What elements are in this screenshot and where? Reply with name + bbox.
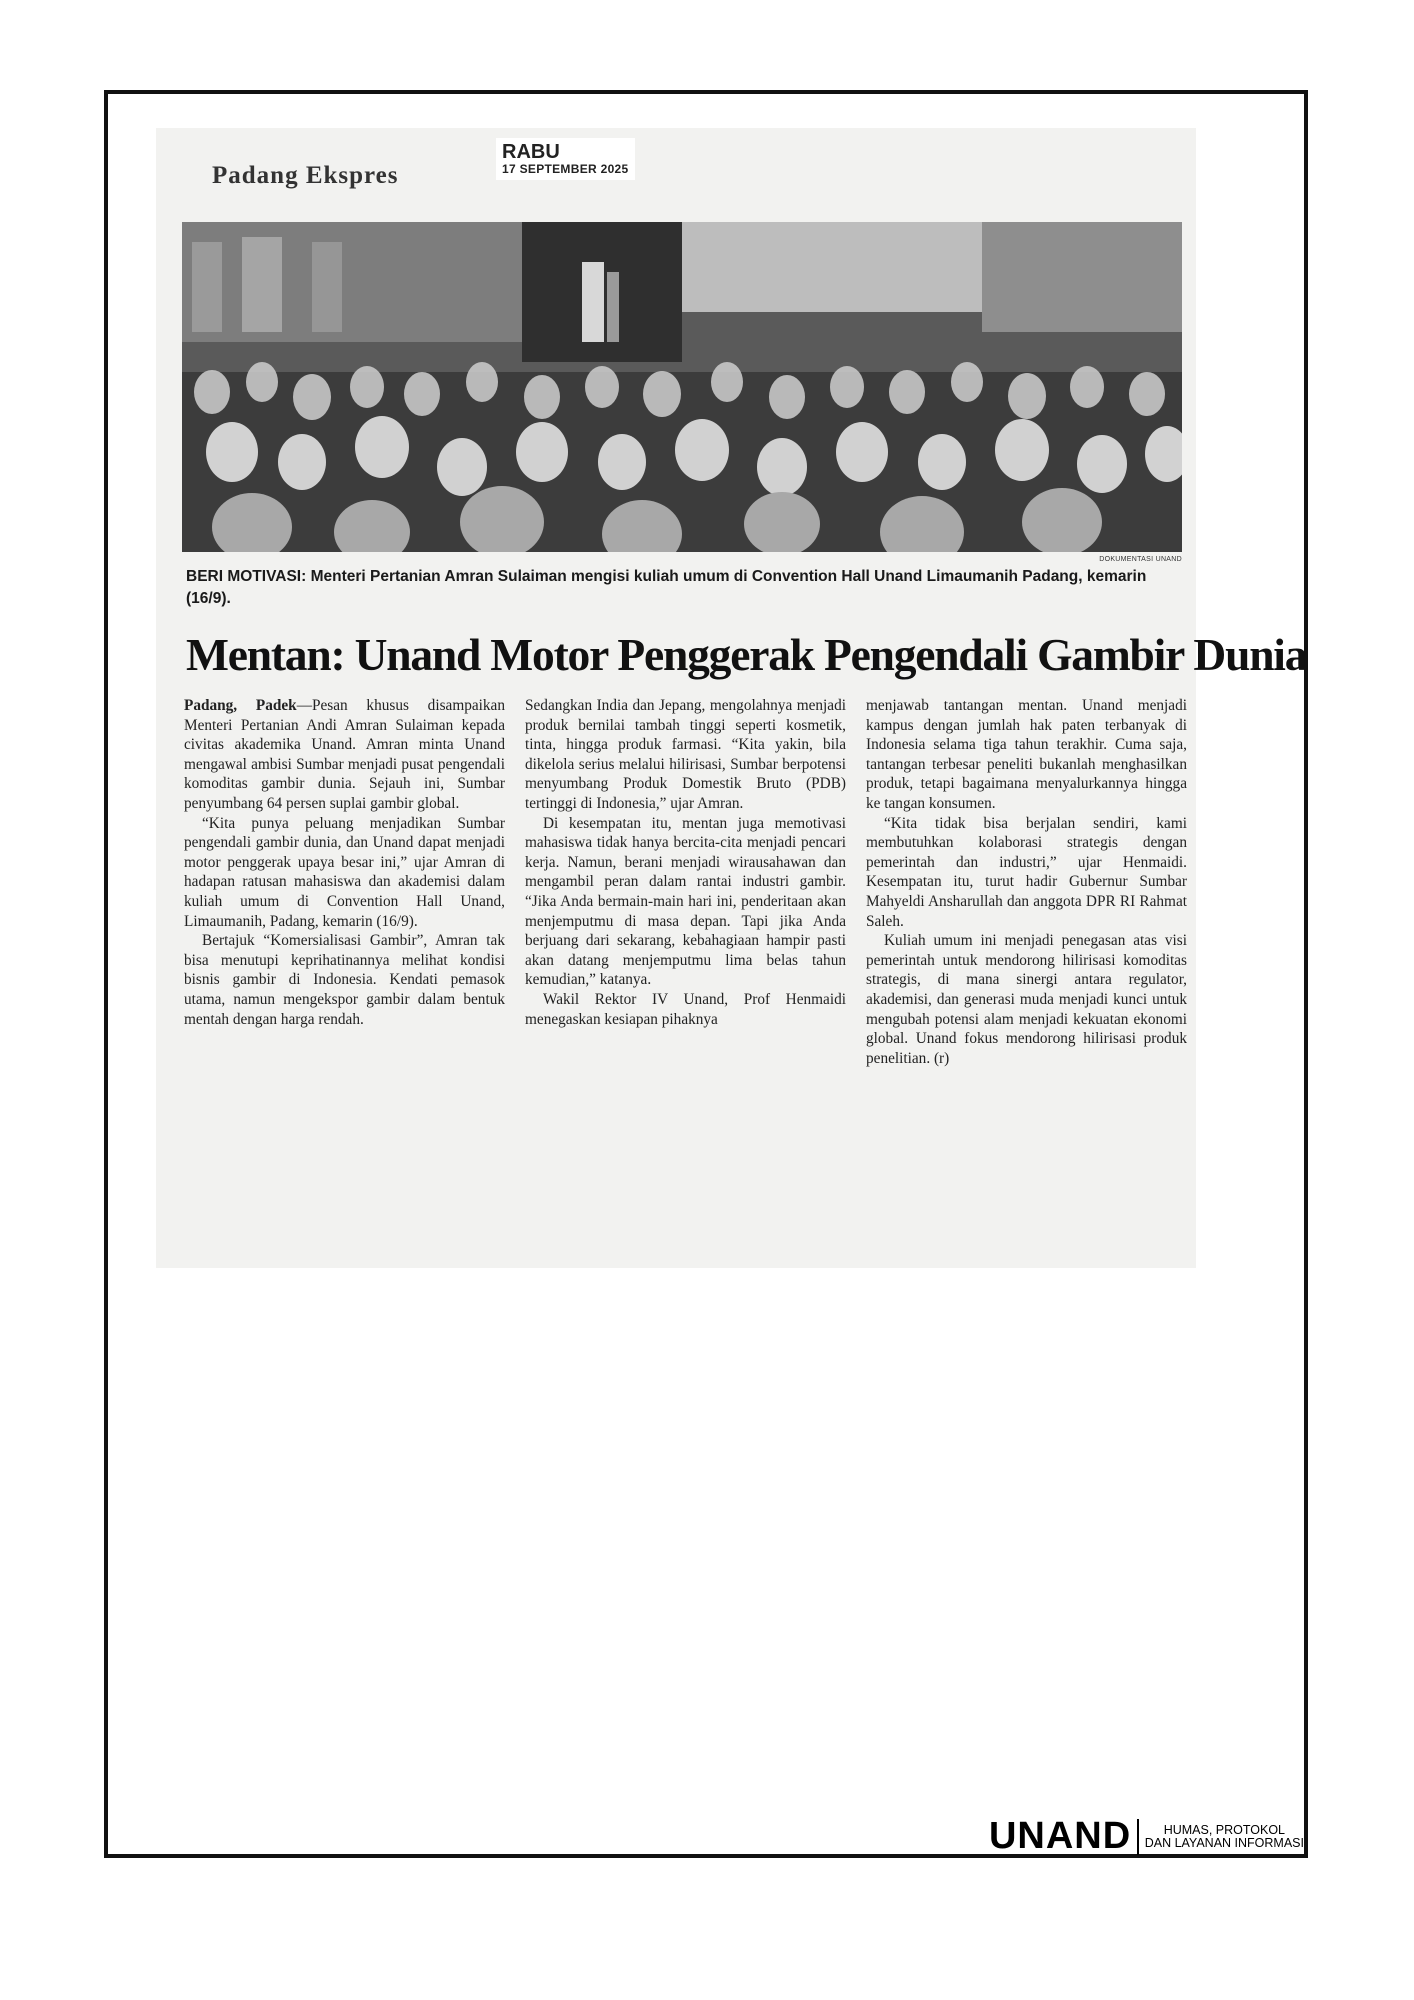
logo-subtitle-line-1: HUMAS, PROTOKOL xyxy=(1163,1822,1286,1837)
article-headline: Mentan: Unand Motor Penggerak Pengendali Gambir Dunia xyxy=(186,629,1307,680)
paragraph: menjawab tantangan mentan. Unand menjadi kampus dengan jumlah hak paten terbanyak di Indonesia selama tiga tahun terakhir. Cuma saja, tantangan terbesar peneliti bukanlah menghasilkan produk, tetapi bagaimana menyalurkannya hingga ke tangan konsumen. xyxy=(866,697,1187,812)
unand-humas-logo xyxy=(989,1815,1304,1858)
dateline: Padang, Padek xyxy=(184,697,297,714)
paragraph: Kuliah umum ini menjadi penegasan atas visi pemerintah untuk mendorong hilirisasi komoditas strategis, di mana sinergi antara regulator, akademisi, dan generasi muda menjadi kunci untuk mengubah potensi alam menjadi kekuatan ekonomi global. Unand fokus mendorong hilirisasi produk penelitian. (r) xyxy=(866,932,1187,1067)
newspaper-clipping xyxy=(156,128,1307,1268)
article-column-3 xyxy=(866,696,1187,1068)
event-photo xyxy=(182,222,1182,552)
date-block xyxy=(496,138,635,180)
logo-wordmark: UNAND xyxy=(988,1815,1132,1857)
caption-label: BERI MOTIVASI: xyxy=(186,568,307,585)
article-body xyxy=(184,696,1190,1068)
caption-text: Menteri Pertanian Amran Sulaiman mengisi kuliah umum di Convention Hall Unand Limaumanih Padang, kemarin (16/9). xyxy=(186,568,1147,607)
paragraph: Sedangkan India dan Jepang, mengolahnya menjadi produk bernilai tambah tinggi seperti kosmetik, tinta, hingga produk farmasi. “Kita yakin, bila dikelola serius melalui hilirisasi, Sumbar berpotensi menyumbang Produk Domestik Bruto (PDB) tertinggi di Indonesia,” ujar Amran. xyxy=(525,697,846,812)
audience-photo-illustration xyxy=(182,222,1182,552)
paragraph: “Kita tidak bisa berjalan sendiri, kami membutuhkan kolaborasi strategis dengan pemerintah dan industri,” ujar Henmaidi. Kesempatan itu, turut hadir Gubernur Sumbar Mahyeldi Ansharullah dan anggota DPR RI Rahmat Saleh. xyxy=(866,814,1187,930)
logo-subtitle xyxy=(1145,1824,1304,1850)
paragraph: Di kesempatan itu, mentan juga memotivasi mahasiswa tidak hanya bercita-cita menjadi pencari kerja. Namun, berani menjadi wirausahawan dan mengambil peran dalam rantai industri gambir. “Jika Anda bermain-main hari ini, penderitaan akan menjemputmu di masa depan. Tapi jika Anda berjuang dari sekarang, kebahagiaan hampir pasti akan datang menjemputmu lima belas tahun kemudian,” katanya. xyxy=(525,814,846,989)
paragraph: Padang, Padek—Pesan khusus disampaikan Menteri Pertanian Andi Amran Sulaiman kepada civitas akademika Unand. Amran minta Unand mengawal ambisi Sumbar menjadi pusat pengendali komoditas gambir dunia. Sejauh ini, Sumbar penyumbang 64 persen suplai gambir global. xyxy=(184,697,505,812)
logo-subtitle-line-2: DAN LAYANAN INFORMASI xyxy=(1144,1835,1304,1850)
photo-credit: DOKUMENTASI UNAND xyxy=(1099,556,1182,563)
newspaper-name: Padang Ekspres xyxy=(212,162,399,189)
paragraph: “Kita punya peluang menjadikan Sumbar pengendali gambir dunia, dan Unand dapat menjadi motor penggerak upaya besar ini,” ujar Amran di hadapan ratusan mahasiswa dan akademisi dalam kuliah umum di Convention Hall Unand, Limaumanih, Padang, kemarin (16/9). xyxy=(184,814,505,930)
paragraph: Wakil Rektor IV Unand, Prof Henmaidi menegaskan kesiapan pihaknya xyxy=(525,990,846,1028)
photo-caption xyxy=(186,566,1186,610)
paragraph: Bertajuk “Komersialisasi Gambir”, Amran tak bisa menutupi keprihatinannya melihat kondisi bisnis gambir di Indonesia. Kendati pemasok utama, namun mengekspor gambir dalam bentuk mentah dengan harga rendah. xyxy=(184,932,505,1028)
logo-divider xyxy=(1137,1819,1139,1855)
article-column-1 xyxy=(184,696,505,1068)
article-column-2 xyxy=(525,696,846,1068)
publication-date: 17 SEPTEMBER 2025 xyxy=(502,162,629,176)
publication-day: RABU xyxy=(502,141,560,163)
